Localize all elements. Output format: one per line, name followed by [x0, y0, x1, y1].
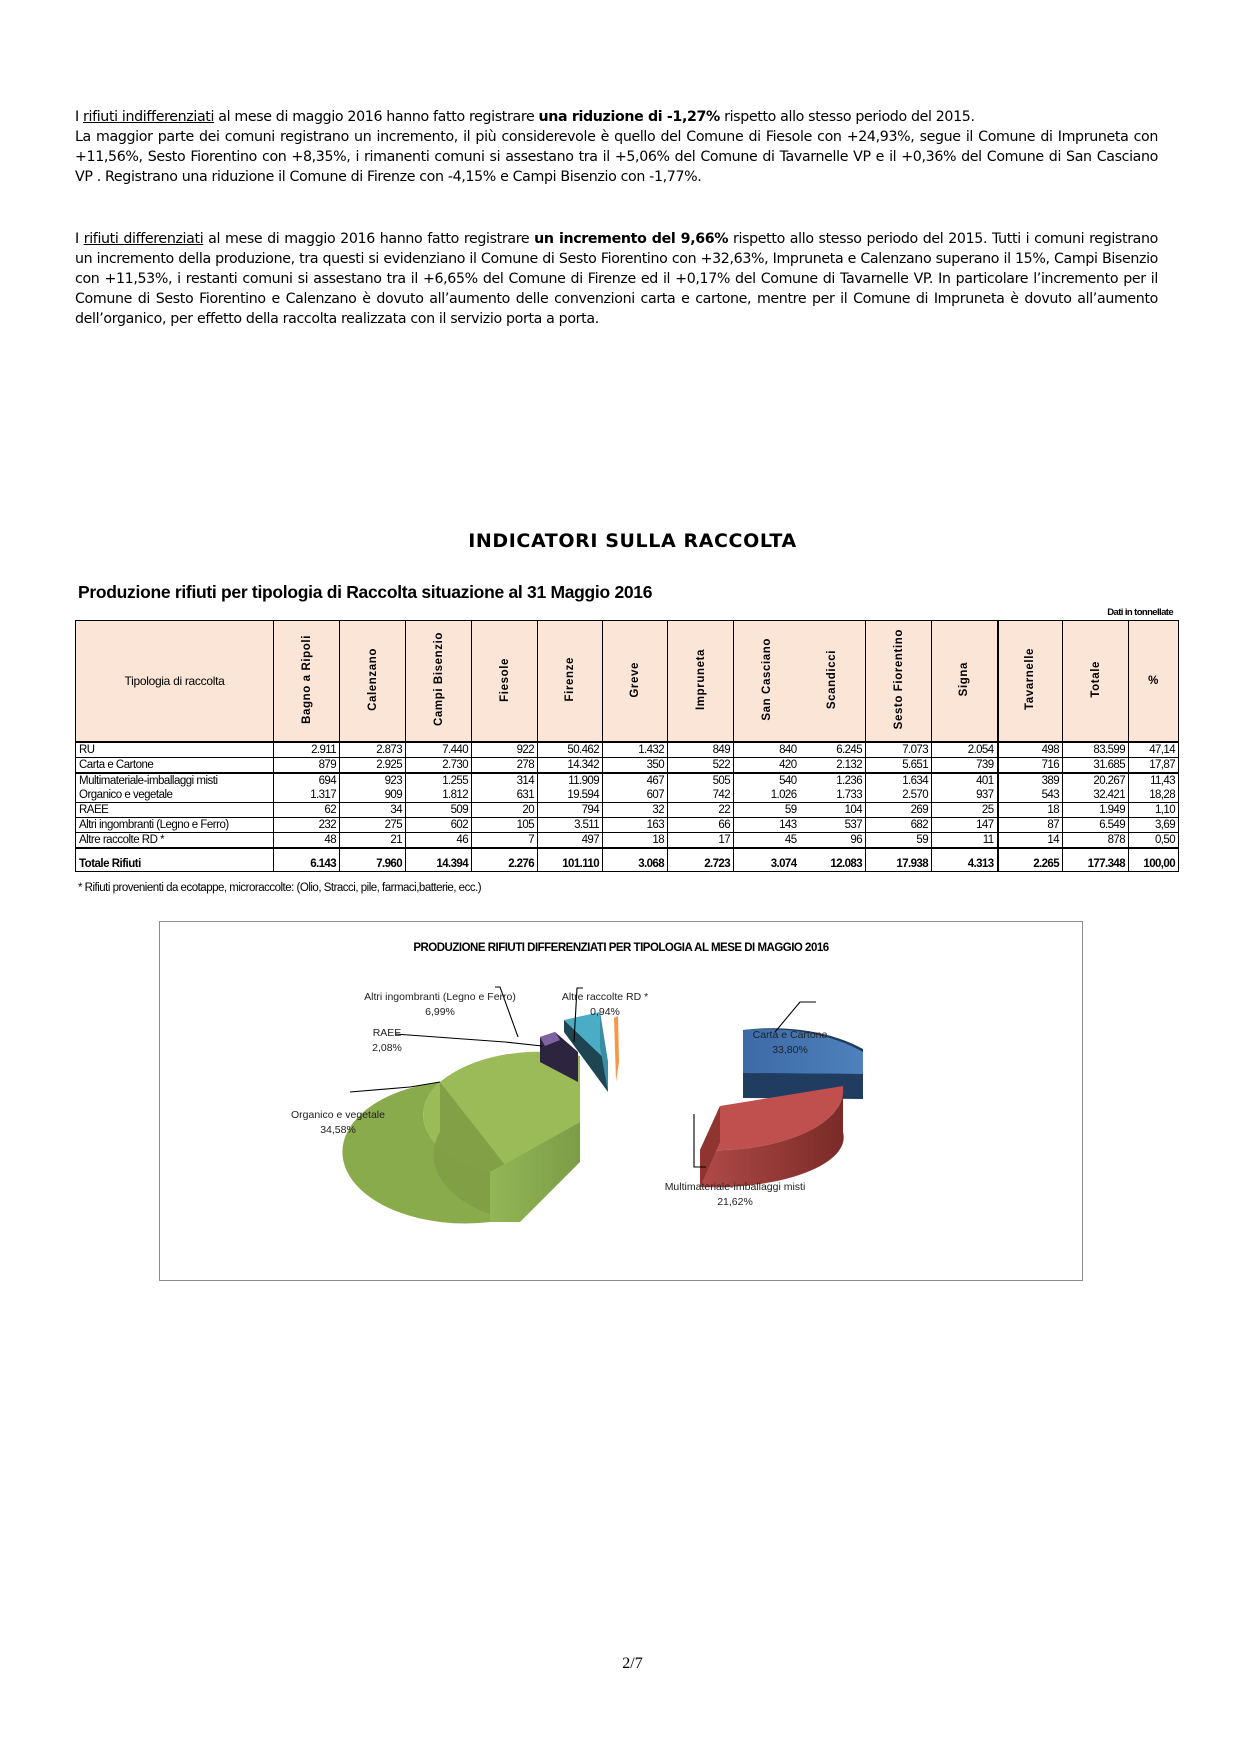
table-cell: 923	[340, 773, 406, 788]
column-header-label: Firenze	[564, 657, 576, 702]
table-cell: 694	[274, 773, 340, 788]
text: I	[75, 231, 84, 247]
table-cell: 401	[932, 773, 998, 788]
waste-production-table	[75, 620, 1179, 872]
slice-altre-raccolte	[614, 1016, 619, 1082]
column-header-label: Tavarnelle	[1024, 648, 1037, 711]
table-cell: 14.394	[406, 848, 472, 872]
table-row	[76, 818, 1179, 833]
underlined-term: rifiuti indifferenziati	[83, 109, 215, 125]
table-cell: 1.733	[800, 788, 866, 803]
table-cell: 505	[668, 773, 734, 788]
value-organico: 34,58%	[320, 1124, 356, 1136]
table-cell: 2.132	[800, 758, 866, 774]
table-cell: 607	[603, 788, 668, 803]
table-cell: 143	[734, 818, 800, 833]
label-organico: Organico e vegetale	[291, 1109, 385, 1121]
table-cell: 2.265	[998, 848, 1063, 872]
column-header-label: Greve	[629, 661, 641, 698]
column-header	[932, 621, 998, 743]
column-header-label: San Casciano	[760, 638, 773, 721]
label-raee: RAEE	[372, 1027, 402, 1039]
table-row	[76, 803, 1179, 818]
table-cell: 7.073	[866, 742, 932, 758]
table-row	[76, 742, 1179, 758]
value-multimateriale: 21,62%	[717, 1196, 753, 1208]
table-cell: 6.245	[800, 742, 866, 758]
table-cell: 83.599	[1063, 742, 1129, 758]
column-header-label: Bagno a Ripoli	[300, 635, 313, 724]
row-label: Altri ingombranti (Legno e Ferro)	[76, 818, 274, 833]
table-cell: 20.267	[1063, 773, 1129, 788]
pie-chart	[160, 922, 1082, 1280]
table-cell: 46	[406, 833, 472, 849]
column-header	[734, 621, 800, 743]
table-cell: 147	[932, 818, 998, 833]
table-cell: 6.143	[274, 848, 340, 872]
column-header-label: Fiesole	[498, 657, 511, 702]
table-cell: 909	[340, 788, 406, 803]
table-cell: 47,14	[1129, 742, 1179, 758]
table-cell: 2.873	[340, 742, 406, 758]
table-cell: 794	[538, 803, 603, 818]
table-cell: 389	[998, 773, 1063, 788]
table-cell: 17,87	[1129, 758, 1179, 774]
table-cell: 48	[274, 833, 340, 849]
table-cell: 12.083	[800, 848, 866, 872]
column-header-label: Impruneta	[694, 649, 707, 710]
table-cell: 314	[472, 773, 538, 788]
table-cell: 602	[406, 818, 472, 833]
table-cell: 3.074	[734, 848, 800, 872]
table-cell: 1.949	[1063, 803, 1129, 818]
column-header	[998, 621, 1063, 743]
row-label: Multimateriale-imballaggi misti	[76, 773, 274, 788]
table-cell: 7	[472, 833, 538, 849]
value-altre-raccolte: 0,94%	[590, 1006, 620, 1018]
table-cell: 275	[340, 818, 406, 833]
table-cell: 62	[274, 803, 340, 818]
table-cell: 522	[668, 758, 734, 774]
table-cell: 879	[274, 758, 340, 774]
table-cell: 509	[406, 803, 472, 818]
table-cell: 878	[1063, 833, 1129, 849]
column-header-label: Scandicci	[826, 649, 839, 710]
column-header	[538, 621, 603, 743]
table-cell: 19.594	[538, 788, 603, 803]
column-header	[340, 621, 406, 743]
table-cell: 3.511	[538, 818, 603, 833]
table-row	[76, 833, 1179, 849]
table-total-row	[76, 848, 1179, 872]
value-altri-ingombranti: 6,99%	[425, 1006, 455, 1018]
table-cell: 11,43	[1129, 773, 1179, 788]
table-cell: 849	[668, 742, 734, 758]
label-multimateriale: Multimateriale-imballaggi misti	[664, 1181, 806, 1193]
column-header	[472, 621, 538, 743]
table-row	[76, 773, 1179, 788]
table-cell: 420	[734, 758, 800, 774]
table-cell: 101.110	[538, 848, 603, 872]
value-carta-e-cartone: 33,80%	[772, 1044, 808, 1056]
table-cell: 5.651	[866, 758, 932, 774]
table-cell: 21	[340, 833, 406, 849]
table-cell: 498	[998, 742, 1063, 758]
table-cell: 50.462	[538, 742, 603, 758]
table-cell: 0,50	[1129, 833, 1179, 849]
table-cell: 14	[998, 833, 1063, 849]
table-cell: 269	[866, 803, 932, 818]
table-cell: 7.960	[340, 848, 406, 872]
row-label: RAEE	[76, 803, 274, 818]
table-cell: 59	[734, 803, 800, 818]
table-cell: 18	[998, 803, 1063, 818]
table-cell: 163	[603, 818, 668, 833]
table-cell: 1.812	[406, 788, 472, 803]
table-cell: 937	[932, 788, 998, 803]
table-cell: 2.925	[340, 758, 406, 774]
column-header	[800, 621, 866, 743]
row-label: Organico e vegetale	[76, 788, 274, 803]
page-number: 2/7	[622, 1655, 643, 1672]
text: rispetto allo stesso periodo del 2015. Tutti i comuni registrano un incremento della produzione, tra questi si evidenziano il Comune di Sesto Fiorentino con +32,63%, Impruneta e Calenzano superano il 15%, Campi Bisenzio con +11,53%, i restanti comuni si assestano tra il +6,65% del Comune di Firenze ed il +0,17% del Comune di Tavarnelle VP. In particolare l’incremento per il Comune di Sesto Fiorentino e Calenzano è dovuto all’aumento delle convenzioni carta e cartone, mentre per il Comune di Impruneta è dovuto all’aumento dell’organico, per effetto della raccolta realizzata con il servizio porta a porta.	[75, 231, 1158, 327]
table-body	[76, 742, 1179, 872]
table-cell: 87	[998, 818, 1063, 833]
table-cell: 1.317	[274, 788, 340, 803]
table-cell: 1.432	[603, 742, 668, 758]
slice-organico-e-vegetale	[342, 1052, 580, 1224]
table-cell: 3.068	[603, 848, 668, 872]
table-cell: 278	[472, 758, 538, 774]
text: rispetto allo stesso periodo del 2015.	[719, 109, 975, 125]
table-cell: 1.236	[800, 773, 866, 788]
table-cell: 18	[603, 833, 668, 849]
table-cell: 20	[472, 803, 538, 818]
table-cell: 34	[340, 803, 406, 818]
label-altri-ingombranti: Altri ingombranti (Legno e Ferro)	[364, 991, 516, 1003]
table-cell: 17.938	[866, 848, 932, 872]
column-header	[406, 621, 472, 743]
table-cell: 45	[734, 833, 800, 849]
column-header-label: Signa	[958, 662, 971, 697]
table-cell: 742	[668, 788, 734, 803]
row-label: Carta e Cartone	[76, 758, 274, 774]
column-header	[1129, 621, 1179, 743]
table-cell: 537	[800, 818, 866, 833]
table-cell: 104	[800, 803, 866, 818]
table-cell: 4.313	[932, 848, 998, 872]
table-cell: 350	[603, 758, 668, 774]
table-title: Produzione rifiuti per tipologia di Raccolta situazione al 31 Maggio 2016	[78, 582, 653, 602]
underlined-term: rifiuti differenziati	[83, 231, 204, 247]
text: al mese di maggio 2016 hanno fatto registrare	[214, 109, 539, 125]
table-cell: 739	[932, 758, 998, 774]
table-cell: 18,28	[1129, 788, 1179, 803]
table-cell: 6.549	[1063, 818, 1129, 833]
text: al mese di maggio 2016 hanno fatto registrare	[203, 231, 535, 247]
bold-highlight: un incremento del 9,66%	[534, 231, 729, 247]
paragraph-differenziati	[75, 229, 1158, 329]
chart-title: PRODUZIONE RIFIUTI DIFFERENZIATI PER TIPOLOGIA AL MESE DI MAGGIO 2016	[413, 942, 829, 954]
table-cell: 25	[932, 803, 998, 818]
column-header-label: Totale	[1089, 661, 1102, 698]
table-cell: 1.026	[734, 788, 800, 803]
table-cell: 3,69	[1129, 818, 1179, 833]
table-cell: 17	[668, 833, 734, 849]
table-cell: 66	[668, 818, 734, 833]
table-cell: 2.723	[668, 848, 734, 872]
table-cell: 2.911	[274, 742, 340, 758]
slice-multimateriale	[700, 1086, 844, 1187]
table-cell: 467	[603, 773, 668, 788]
column-header	[866, 621, 932, 743]
table-cell: 840	[734, 742, 800, 758]
table-cell: 497	[538, 833, 603, 849]
table-cell: 543	[998, 788, 1063, 803]
table-cell: 631	[472, 788, 538, 803]
table-cell: 31.685	[1063, 758, 1129, 774]
pie-chart-container	[159, 921, 1083, 1281]
table-cell: 682	[866, 818, 932, 833]
column-header-tipologia: Tipologia di raccolta	[76, 621, 274, 743]
column-header-label: Sesto Fiorentino	[892, 629, 905, 730]
table-cell: 716	[998, 758, 1063, 774]
table-cell: 2.570	[866, 788, 932, 803]
table-row	[76, 788, 1179, 803]
table-cell: 100,00	[1129, 848, 1179, 872]
label-carta-e-cartone: Carta e Cartone	[752, 1029, 828, 1041]
table-cell: 7.440	[406, 742, 472, 758]
column-header	[603, 621, 668, 743]
table-cell: 540	[734, 773, 800, 788]
table-cell: 2.276	[472, 848, 538, 872]
table-cell: 22	[668, 803, 734, 818]
table-cell: 59	[866, 833, 932, 849]
table-header-row	[76, 621, 1179, 743]
table-cell: 14.342	[538, 758, 603, 774]
section-title: INDICATORI SULLA RACCOLTA	[468, 530, 797, 552]
table-cell: 177.348	[1063, 848, 1129, 872]
value-raee: 2,08%	[372, 1042, 402, 1054]
column-header	[668, 621, 734, 743]
text: La maggior parte dei comuni registrano un incremento, il più considerevole è quello del Comune di Fiesole con +24,93%, segue il Comune di Impruneta con +11,56%, Sesto Fiorentino con +8,35%, i rimanenti comuni si assestano tra il +5,06% del Comune di Tavarnelle VP e il +0,36% del Comune di San Casciano VP . Registrano una riduzione il Comune di Firenze con -4,15% e Campi Bisenzio con -1,77%.	[75, 129, 1158, 185]
table-row	[76, 758, 1179, 774]
table-cell: 2.054	[932, 742, 998, 758]
table-cell: 11	[932, 833, 998, 849]
column-header	[1063, 621, 1129, 743]
paragraph-indifferenziati	[75, 107, 1158, 187]
column-header-label: Calenzano	[366, 648, 379, 711]
table-cell: 96	[800, 833, 866, 849]
table-cell: 232	[274, 818, 340, 833]
label-altre-raccolte: Altre raccolte RD *	[561, 991, 649, 1003]
table-cell: 32	[603, 803, 668, 818]
text: I	[75, 109, 83, 125]
table-cell: 1.634	[866, 773, 932, 788]
units-note: Dati in tonnellate	[1107, 607, 1173, 618]
table-cell: 2.730	[406, 758, 472, 774]
row-label: Altre raccolte RD *	[76, 833, 274, 849]
table-cell: 32.421	[1063, 788, 1129, 803]
column-header-label: %	[1148, 675, 1159, 687]
row-label: Totale Rifiuti	[76, 848, 274, 872]
table-footnote: * Rifiuti provenienti da ecotappe, microraccolte: (Olio, Stracci, pile, farmaci,batterie, ecc.)	[78, 882, 482, 894]
column-header	[274, 621, 340, 743]
table-cell: 922	[472, 742, 538, 758]
table-cell: 105	[472, 818, 538, 833]
table-cell: 1.255	[406, 773, 472, 788]
table-cell: 1,10	[1129, 803, 1179, 818]
column-header-label: Campi Bisenzio	[432, 632, 445, 727]
bold-highlight: una riduzione di -1,27%	[538, 109, 720, 125]
table-cell: 11.909	[538, 773, 603, 788]
row-label: RU	[76, 742, 274, 758]
